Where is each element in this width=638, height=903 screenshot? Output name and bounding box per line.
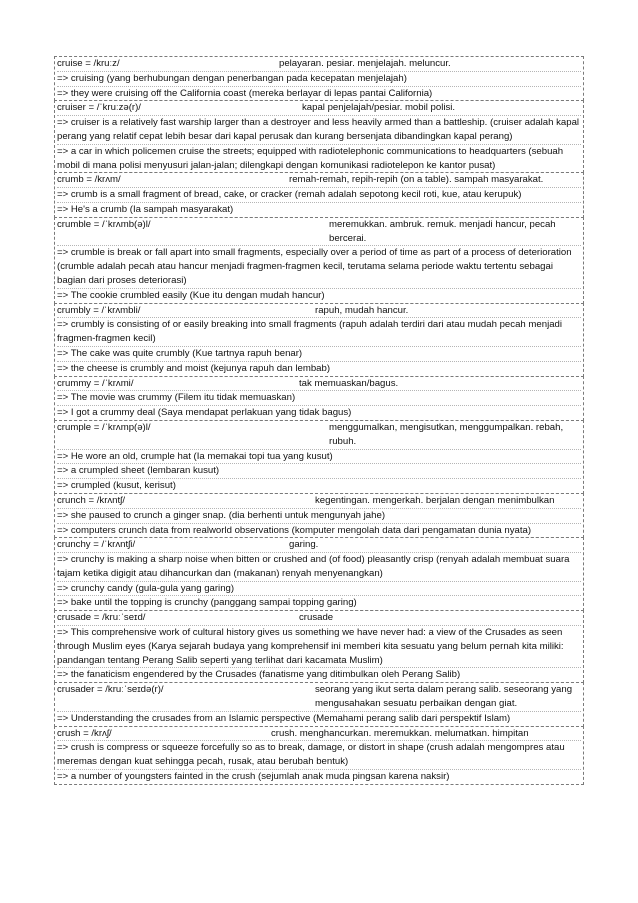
entry-crush [54, 726, 584, 785]
entry-head [57, 683, 581, 712]
example-line: => cruiser is a relatively fast warship larger than a destroyer and less heavily armed than a battleship. (cruiser adalah kapal perang yang relatif cepat lebih besar dari kapal perusak dan kurang bersenjata dibandingkan kapal perang) [57, 116, 581, 145]
headword: cruiser = /ˈkruːzə(r)/ [57, 102, 141, 114]
entry-crummy [54, 376, 584, 421]
definition: tak memuaskan/bagus. [299, 377, 399, 389]
example-line: => computers crunch data from realworld observations (komputer mengolah data dari pengamatan dunia nyata) [57, 524, 532, 536]
example-line: => cruising (yang berhubungan dengan penerbangan pada kecepatan menjelajah) [57, 72, 581, 87]
example-line: => crunchy is making a sharp noise when bitten or crushed and (of food) pleasantly crisp (renyah adalah membuat suara tajam ketika digigit atau dihancurkan dan (makanan) renyah menyenangkan) [57, 553, 581, 582]
example-line: => crunchy candy (gula-gula yang garing) [57, 582, 581, 597]
entry-head [57, 173, 581, 188]
definition: kapal penjelajah/pesiar. mobil polisi. [302, 102, 456, 114]
example-line: => Understanding the crusades from an Islamic perspective (Memahami perang salib dari perspektif Islam) [57, 712, 511, 724]
entry-cruiser [54, 100, 584, 173]
headword: crush = /krʌʃ/ [57, 727, 112, 739]
example-line: => I got a crummy deal (Saya mendapat perlakuan yang tidak bagus) [57, 407, 352, 419]
headword: crusade = /kruːˈseɪd/ [57, 612, 146, 624]
headword: crumple = /ˈkrʌmp(ə)l/ [57, 421, 151, 433]
entry-crumbly [54, 303, 584, 377]
example-line: => crumbly is consisting of or easily breaking into small fragments (rapuh adalah terdiri dari atau mudah pecah menjadi fragmen-fragmen kecil) [57, 318, 581, 347]
entry-crumple [54, 420, 584, 494]
example-line: => they were cruising off the California coast (mereka berlayar di lepas pantai California) [57, 87, 433, 99]
example-line: => He's a crumb (Ia sampah masyarakat) [57, 203, 234, 215]
entry-crunchy [54, 537, 584, 611]
example-line: => bake until the topping is crunchy (panggang sampai topping garing) [57, 597, 357, 609]
headword: cruise = /kruːz/ [57, 58, 120, 69]
example-line: => a crumpled sheet (lembaran kusut) [57, 464, 581, 479]
entry-crusade [54, 610, 584, 683]
headword: crummy = /ˈkrʌmi/ [57, 377, 134, 389]
example-line: => the cheese is crumbly and moist (kejunya rapuh dan lembab) [57, 362, 331, 374]
entry-head [57, 218, 581, 247]
entry-head [57, 304, 581, 319]
entry-head [57, 421, 581, 450]
example-line: => This comprehensive work of cultural history gives us something we have never had: a view of the Crusades as seen through Muslim eyes (Karya sejarah budaya yang komprehensif ini memberi kita sesuatu yang belum pernah kita miliki: pandangan tentang Perang Salib seperti yang terlihat dari kacamata Muslim) [57, 626, 581, 668]
dictionary-sheet [54, 57, 584, 785]
definition: meremukkan. ambruk. remuk. menjadi hancur, pecah bercerai. [329, 218, 556, 244]
entry-cruise [54, 56, 584, 101]
headword: crusader = /kruːˈseɪdə(r)/ [57, 684, 164, 696]
entry-crusader [54, 682, 584, 726]
headword: crumbly = /ˈkrʌmbli/ [57, 304, 141, 316]
example-line: => a number of youngsters fainted in the crush (sejumlah anak muda pingsan karena naksir) [57, 771, 450, 783]
entry-crumble [54, 217, 584, 304]
example-line: => she paused to crunch a ginger snap. (dia berhenti untuk mengunyah jahe) [57, 509, 581, 524]
entry-head [57, 611, 581, 626]
entry-head [57, 494, 581, 509]
headword: crunch = /krʌntʃ/ [57, 494, 125, 506]
definition: kegentingan. mengerkah. berjalan dengan menimbulkan [315, 494, 555, 506]
definition: remah-remah, repih-repih (on a table). sampah masyarakat. [289, 174, 544, 186]
definition: garing. [289, 539, 319, 551]
definition: pelayaran. pesiar. menjelajah. meluncur. [279, 58, 451, 69]
entry-crunch [54, 493, 584, 538]
example-line: => crush is compress or squeeze forcefully so as to break, damage, or distort in shape (crush adalah mengompres atau meremas dengan kuat sehingga pecah, rusak, atau berubah bentuk) [57, 741, 581, 770]
headword: crunchy = /ˈkrʌntʃi/ [57, 539, 136, 551]
definition: crush. menghancurkan. meremukkan. melumatkan. himpitan [271, 727, 529, 739]
entry-crumb [54, 172, 584, 217]
example-line: => crumpled (kusut, kerisut) [57, 480, 176, 492]
headword: crumb = /krʌm/ [57, 174, 121, 186]
definition: rapuh, mudah hancur. [315, 304, 409, 316]
example-line: => the fanaticism engendered by the Crusades (fanatisme yang ditimbulkan oleh Perang Salib) [57, 669, 461, 681]
example-line: => The cake was quite crumbly (Kue tartnya rapuh benar) [57, 347, 581, 362]
headword: crumble = /ˈkrʌmb(ə)l/ [57, 218, 151, 230]
example-line: => The cookie crumbled easily (Kue itu dengan mudah hancur) [57, 289, 325, 301]
entry-head [57, 538, 581, 553]
entry-head [57, 57, 581, 72]
entry-head [57, 727, 581, 742]
example-line: => He wore an old, crumple hat (Ia memakai topi tua yang kusut) [57, 450, 581, 465]
entry-head [57, 101, 581, 116]
entry-head [57, 377, 581, 392]
example-line: => a car in which policemen cruise the streets; equipped with radiotelephonic communications to headquarters (sebuah mobil di mana polisi menyusuri jalan-jalan; dilengkapi dengan komunikasi radiotelepon ke kantor pusat) [57, 145, 564, 171]
definition: crusade [299, 612, 334, 624]
example-line: => crumb is a small fragment of bread, cake, or cracker (remah adalah sepotong kecil roti, kue, atau kerupuk) [57, 188, 581, 203]
example-line: => The movie was crummy (Filem itu tidak memuaskan) [57, 391, 581, 406]
example-line: => crumble is break or fall apart into small fragments, especially over a period of time as part of a process of deterioration (crumble adalah pecah atau hancur menjadi fragmen-fragmen kecil, terutama selama periode waktu tertentu sebagai bagian dari proses deteriorasi) [57, 246, 581, 288]
definition: seorang yang ikut serta dalam perang salib. seseorang yang mengusahakan sesuatu perbaikan dengan giat. [315, 684, 573, 710]
definition: menggumalkan, mengisutkan, menggumpalkan. rebah, rubuh. [329, 421, 564, 447]
